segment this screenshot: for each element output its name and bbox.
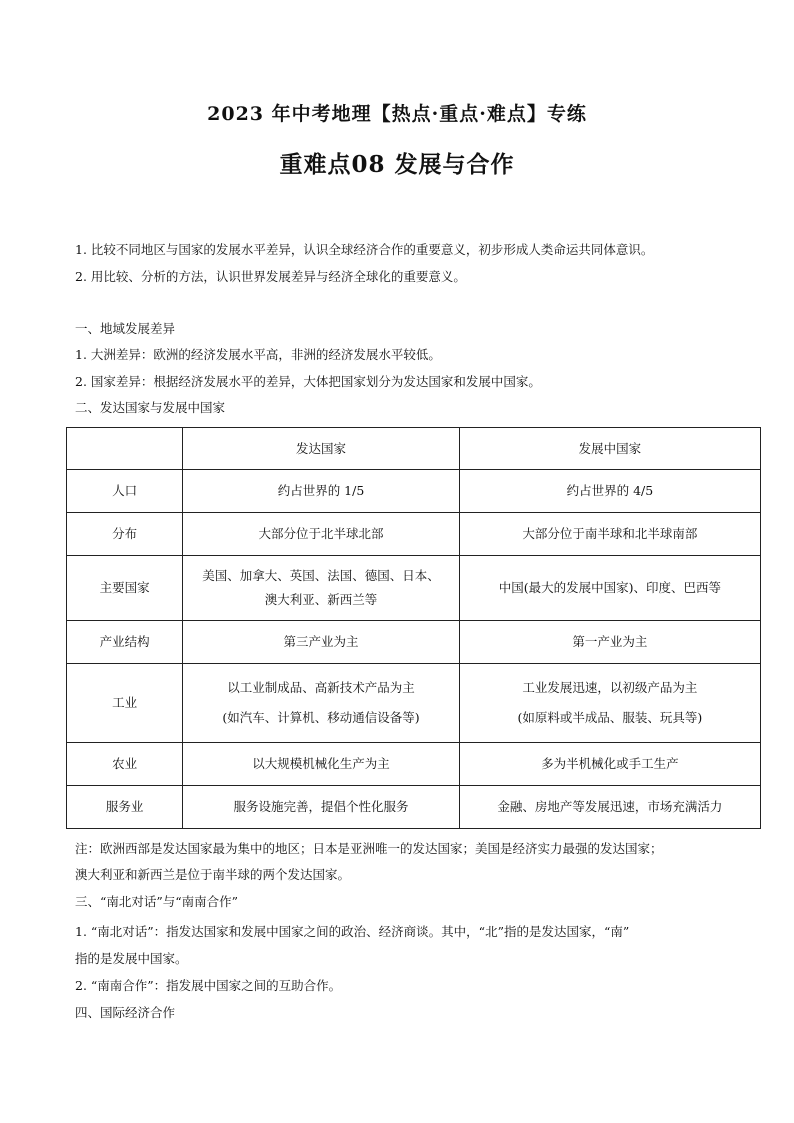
row-label: 服务业 bbox=[67, 786, 183, 829]
document-title: 2023 年中考地理【热点·重点·难点】专练 bbox=[207, 103, 587, 125]
developing-cell: 中国(最大的发展中国家)、印度、巴西等 bbox=[459, 556, 760, 621]
section-3-heading: 三、“南北对话”与“南南合作” bbox=[75, 894, 239, 909]
table-row bbox=[67, 513, 761, 556]
developed-cell bbox=[183, 664, 460, 743]
developing-cell bbox=[459, 664, 760, 743]
cell-line: (如原料或半成品、服装、玩具等) bbox=[517, 710, 703, 725]
table-row bbox=[67, 470, 761, 513]
row-label: 分布 bbox=[67, 513, 183, 556]
row-label: 主要国家 bbox=[67, 556, 183, 621]
cell-line: 工业发展迅速，以初级产品为主 bbox=[522, 680, 698, 695]
table-note-line-2: 澳大利亚和新西兰是位于南半球的两个发达国家。 bbox=[75, 867, 351, 882]
cell-line: (如汽车、计算机、移动通信设备等) bbox=[222, 710, 420, 725]
table-row bbox=[67, 621, 761, 664]
developing-cell: 第一产业为主 bbox=[459, 621, 760, 664]
developed-cell: 服务设施完善，提倡个性化服务 bbox=[183, 786, 460, 829]
cell-line: 以工业制成品、高新技术产品为主 bbox=[227, 680, 415, 695]
developed-cell: 第三产业为主 bbox=[183, 621, 460, 664]
table-row bbox=[67, 743, 761, 786]
objective-2: 2. 用比较、分析的方法，认识世界发展差异与经济全球化的重要意义。 bbox=[75, 269, 466, 284]
header-cell-developing: 发展中国家 bbox=[459, 428, 760, 470]
developed-cell: 以大规模机械化生产为主 bbox=[183, 743, 460, 786]
developed-cell: 大部分位于北半球北部 bbox=[183, 513, 460, 556]
row-label: 工业 bbox=[67, 664, 183, 743]
developing-cell: 多为半机械化或手工生产 bbox=[459, 743, 760, 786]
section-4-heading: 四、国际经济合作 bbox=[75, 1005, 176, 1020]
section-1-item-2: 2. 国家差异：根据经济发展水平的差异，大体把国家划分为发达国家和发展中国家。 bbox=[75, 374, 541, 389]
row-label: 产业结构 bbox=[67, 621, 183, 664]
section-3-item-1-cont: 指的是发展中国家。 bbox=[75, 951, 188, 966]
row-label: 农业 bbox=[67, 743, 183, 786]
section-1-item-1: 1. 大洲差异：欧洲的经济发展水平高，非洲的经济发展水平较低。 bbox=[75, 347, 441, 362]
section-3-item-1: 1. “南北对话”：指发达国家和发展中国家之间的政治、经济商谈。其中，“北”指的是发达国家，“南” bbox=[75, 924, 630, 939]
section-3-item-2: 2. “南南合作”：指发展中国家之间的互助合作。 bbox=[75, 978, 342, 993]
cell-line: 澳大利亚、新西兰等 bbox=[264, 592, 378, 607]
table-row bbox=[67, 556, 761, 621]
cell-line: 美国、加拿大、英国、法国、德国、日本、 bbox=[202, 568, 440, 583]
row-label: 人口 bbox=[67, 470, 183, 513]
comparison-table bbox=[66, 427, 761, 829]
developed-cell bbox=[183, 556, 460, 621]
table-row bbox=[67, 664, 761, 743]
table-note-line-1: 注：欧洲西部是发达国家最为集中的地区；日本是亚洲唯一的发达国家；美国是经济实力最强的发达国家； bbox=[75, 841, 663, 856]
developing-cell: 大部分位于南半球和北半球南部 bbox=[459, 513, 760, 556]
developing-cell: 金融、房地产等发展迅速，市场充满活力 bbox=[459, 786, 760, 829]
section-2-heading: 二、发达国家与发展中国家 bbox=[75, 400, 226, 415]
header-cell-developed: 发达国家 bbox=[183, 428, 460, 470]
developing-cell: 约占世界的 4/5 bbox=[459, 470, 760, 513]
section-1-heading: 一、地域发展差异 bbox=[75, 321, 176, 336]
document-subtitle: 重难点08 发展与合作 bbox=[279, 151, 515, 178]
table-row bbox=[67, 786, 761, 829]
table-header-row bbox=[67, 428, 761, 470]
header-cell-empty bbox=[67, 428, 183, 470]
developed-cell: 约占世界的 1/5 bbox=[183, 470, 460, 513]
objective-1: 1. 比较不同地区与国家的发展水平差异，认识全球经济合作的重要意义，初步形成人类命运共同体意识。 bbox=[75, 242, 654, 257]
